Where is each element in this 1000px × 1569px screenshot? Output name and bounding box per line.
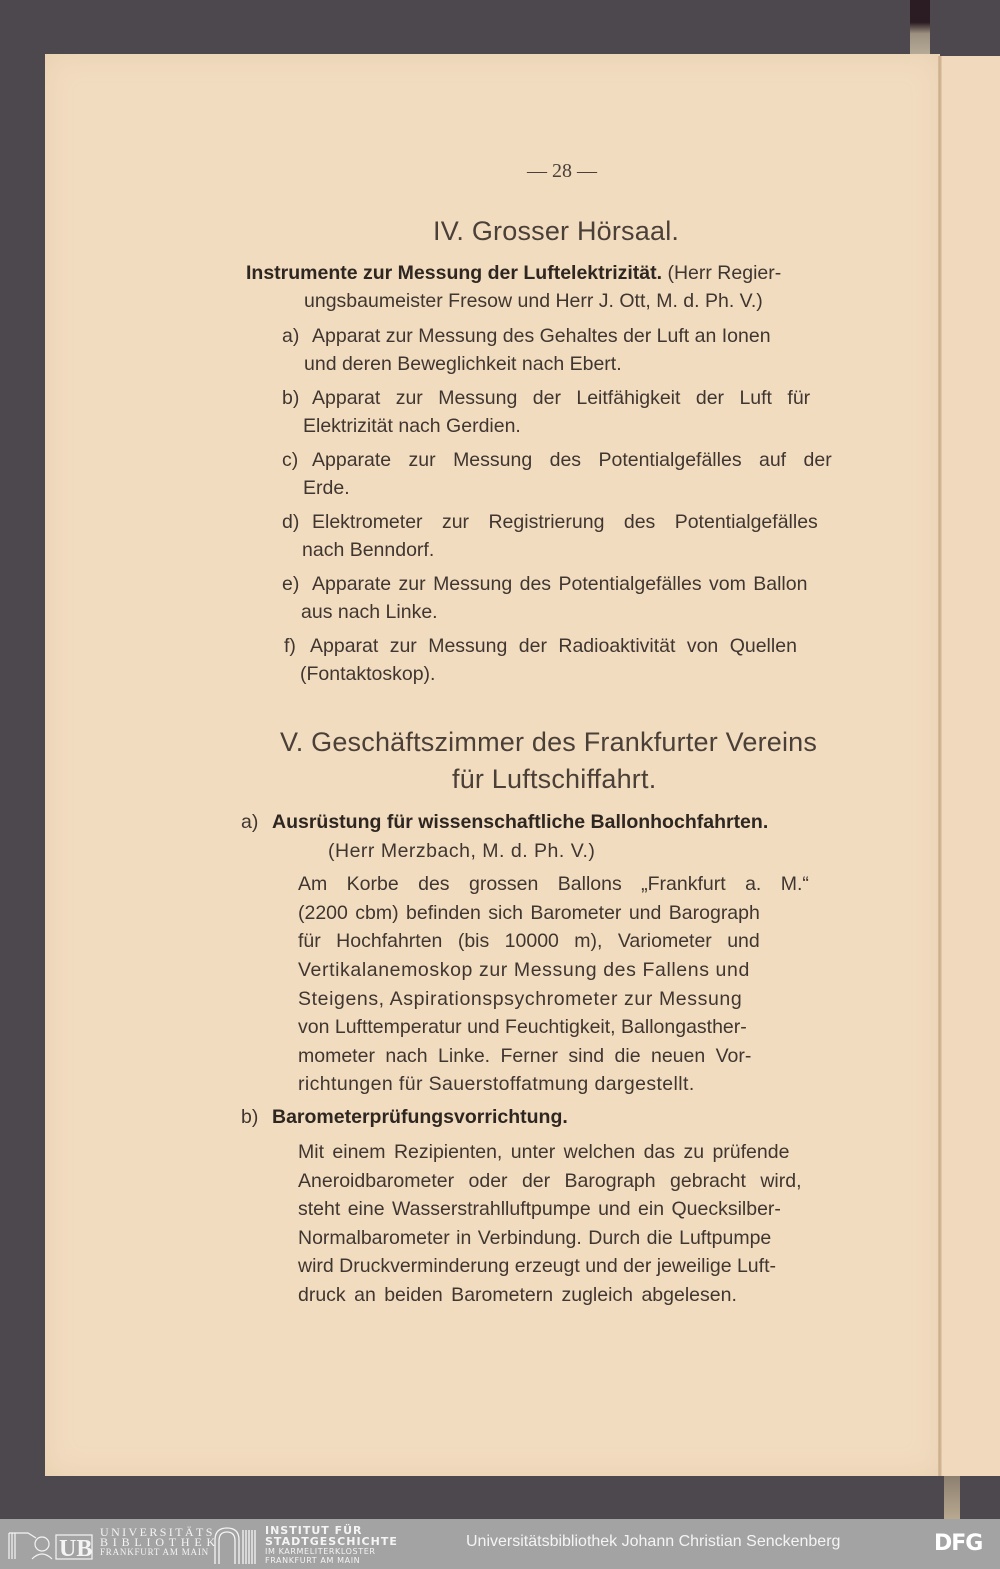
isg-name-line3: IM KARMELITERKLOSTER <box>265 1547 376 1556</box>
isg-name-line2: STADTGESCHICHTE <box>265 1535 398 1548</box>
list-item-line: Apparat zur Messung der Leitfähigkeit der Luft für <box>312 387 811 409</box>
page-gutter <box>938 56 942 1476</box>
paragraph-line: steht eine Wasserstrahlluftpumpe und ein Quecksilber- <box>298 1198 781 1220</box>
section-v-heading-line2: für Luftschiffahrt. <box>452 764 657 794</box>
ub-name-line1: UNIVERSITÄTS <box>100 1525 215 1539</box>
paragraph-line: Am Korbe des grossen Ballons „Frankfurt a. M.“ <box>298 873 809 895</box>
isg-name-line1: INSTITUT FÜR <box>265 1524 363 1537</box>
arch-icon <box>213 1526 257 1564</box>
list-item-marker: d) <box>282 511 300 533</box>
list-item-line: Apparat zur Messung der Radioaktivität von Quellen <box>310 635 797 657</box>
list-item-marker: b) <box>282 387 300 409</box>
page-number: — 28 — <box>527 160 597 182</box>
list-item-line: Erde. <box>303 477 350 499</box>
paragraph-line: druck an beiden Barometern zugleich abgelesen. <box>298 1284 737 1306</box>
svg-text:UB: UB <box>59 1536 93 1561</box>
sub-b-title: Barometerprüfungsvorrichtung. <box>272 1106 568 1128</box>
dfg-logo[interactable]: DFG <box>934 1531 983 1556</box>
list-item-line: aus nach Linke. <box>301 601 438 623</box>
paragraph-line: Vertikalanemoskop zur Messung des Fallens und <box>298 959 750 981</box>
list-item-line: und deren Beweglichkeit nach Ebert. <box>304 353 622 375</box>
paragraph-line: mometer nach Linke. Ferner sind die neuen Vor- <box>298 1045 752 1067</box>
ub-emblem-icon <box>6 1529 94 1561</box>
list-item-marker: a) <box>282 325 300 347</box>
list-item-line: Apparate zur Messung des Potentialgefälles auf der <box>312 449 832 471</box>
intro-title: Instrumente zur Messung der Luftelektrizität. <box>246 262 663 284</box>
sub-a-credit: (Herr Merzbach, M. d. Ph. V.) <box>328 840 596 862</box>
list-item-line: (Fontaktoskop). <box>300 663 436 685</box>
isg-name <box>265 1525 398 1565</box>
sub-a-marker: a) <box>241 811 259 833</box>
isg-logo[interactable] <box>213 1526 257 1564</box>
paragraph-line: (2200 cbm) befinden sich Barometer und Barograph <box>298 902 760 924</box>
paragraph-line: Normalbarometer in Verbindung. Durch die Luftpumpe <box>298 1227 772 1249</box>
list-item-line: Apparat zur Messung des Gehaltes der Luft an Ionen <box>312 325 771 347</box>
paragraph-line: Mit einem Rezipienten, unter welchen das zu prüfende <box>298 1141 790 1163</box>
list-item-marker: e) <box>282 573 300 595</box>
section-iv-heading: IV. Grosser Hörsaal. <box>433 216 680 246</box>
book-spine-top <box>910 0 930 56</box>
list-item-line: Elektrometer zur Registrierung des Potentialgefälles <box>312 511 818 533</box>
list-item-line: nach Benndorf. <box>302 539 435 561</box>
paragraph-line: von Lufttemperatur und Feuchtigkeit, Ballongasther- <box>298 1016 747 1038</box>
list-item-marker: c) <box>282 449 299 471</box>
intro-credit-start: (Herr Regier- <box>667 262 782 284</box>
ub-name-line2: BIBLIOTHEK <box>100 1535 220 1549</box>
paragraph-line: richtungen für Sauerstoffatmung dargestellt. <box>298 1073 695 1095</box>
section-v-heading-line1: V. Geschäftszimmer des Frankfurter Vereins <box>280 727 818 757</box>
paragraph-line: Aneroidbarometer oder der Barograph gebracht wird, <box>298 1170 802 1192</box>
paragraph-line: Steigens, Aspirationspsychrometer zur Messung <box>298 988 743 1010</box>
sub-b-marker: b) <box>241 1106 259 1128</box>
list-item-line: Apparate zur Messung des Potentialgefälles vom Ballon <box>312 573 808 595</box>
ub-name-line3: FRANKFURT AM MAIN <box>100 1547 209 1557</box>
list-item-line: Elektrizität nach Gerdien. <box>303 415 521 437</box>
isg-name-line4: FRANKFURT AM MAIN <box>265 1556 361 1565</box>
book-spine-bottom <box>944 1476 960 1519</box>
intro-credit-line: ungsbaumeister Fresow und Herr J. Ott, M. d. Ph. V.) <box>304 290 763 312</box>
paragraph-line: wird Druckverminderung erzeugt und der jeweilige Luft- <box>298 1255 776 1277</box>
ub-logo[interactable] <box>6 1529 94 1561</box>
ub-name <box>100 1527 220 1557</box>
footer-bar <box>0 1519 1000 1569</box>
library-name-link[interactable]: Universitätsbibliothek Johann Christian Senckenberg <box>466 1533 841 1550</box>
list-item-marker: f) <box>284 635 296 657</box>
section-iv-intro <box>246 262 878 285</box>
adjacent-page <box>942 56 1000 1476</box>
paragraph-line: für Hochfahrten (bis 10000 m), Variometer und <box>298 930 760 952</box>
sub-a-title: Ausrüstung für wissenschaftliche Ballonhochfahrten. <box>272 811 769 833</box>
